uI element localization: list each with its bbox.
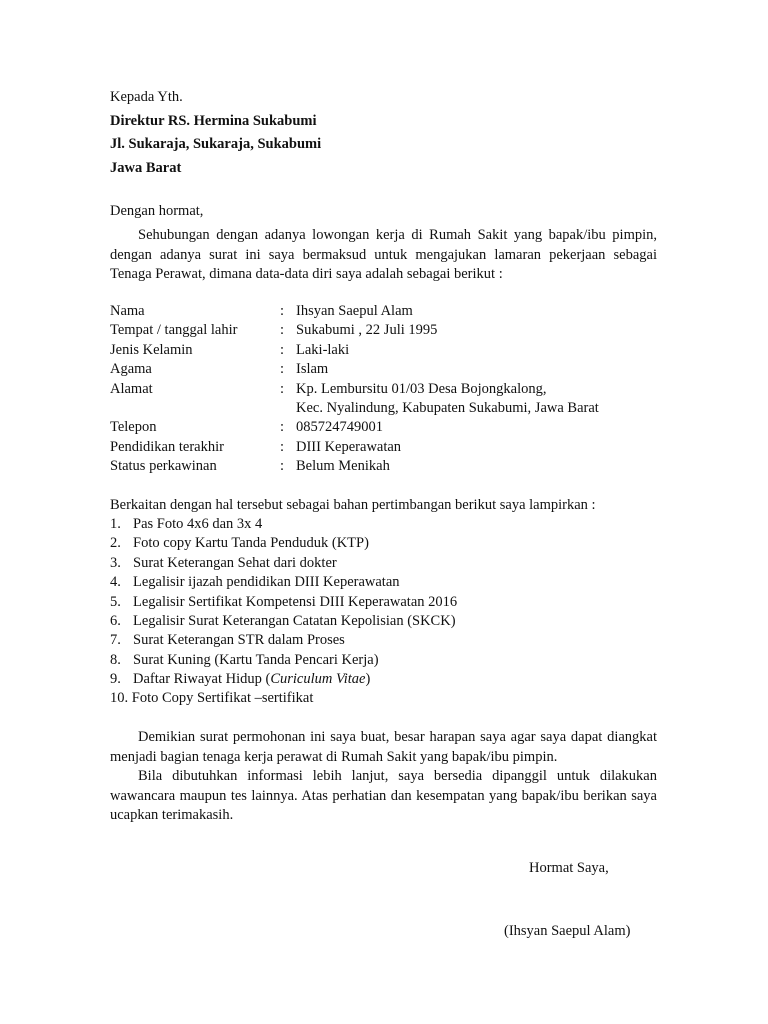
personal-row-continued [0, 399, 768, 418]
personal-value: Belum Menikah [296, 458, 390, 474]
list-text: Foto copy Kartu Tanda Penduduk (KTP) [133, 535, 369, 551]
personal-row [0, 438, 768, 457]
personal-row [0, 360, 768, 379]
list-number: 4. [110, 574, 121, 590]
list-text: Legalisir Surat Keterangan Catatan Kepolisian (SKCK) [133, 613, 456, 629]
personal-label: Pendidikan terakhir [110, 439, 224, 455]
list-text-italic: Curiculum Vitae [270, 671, 366, 687]
colon: : [280, 439, 285, 455]
personal-row [0, 380, 768, 399]
personal-row [0, 321, 768, 340]
list-item [0, 593, 768, 612]
colon: : [280, 458, 285, 474]
list-number: 1. [110, 516, 121, 532]
personal-value: 085724749001 [296, 419, 383, 435]
personal-value: Kp. Lembursitu 01/03 Desa Bojongkalong, [296, 381, 547, 397]
colon: : [280, 303, 285, 319]
list-text: Surat Keterangan STR dalam Proses [133, 632, 345, 648]
personal-row [0, 341, 768, 360]
list-item [0, 573, 768, 592]
personal-value: Sukabumi , 22 Juli 1995 [296, 322, 438, 338]
list-number: 5. [110, 594, 121, 610]
list-number: 6. [110, 613, 121, 629]
list-number: 10. [110, 690, 129, 706]
colon: : [280, 419, 285, 435]
personal-value: Laki-laki [296, 342, 350, 358]
personal-row [0, 418, 768, 437]
list-item [0, 670, 768, 689]
personal-label: Nama [110, 303, 145, 319]
personal-value-line2: Kec. Nyalindung, Kabupaten Sukabumi, Jawa Barat [296, 400, 599, 416]
list-number: 3. [110, 555, 121, 571]
personal-label: Jenis Kelamin [110, 342, 193, 358]
attachments-intro: Berkaitan dengan hal tersebut sebagai bahan pertimbangan berikut saya lampirkan : [110, 497, 596, 513]
personal-row [0, 457, 768, 476]
signature-name: (Ihsyan Saepul Alam) [504, 923, 631, 939]
closing-text-2: Bila dibutuhkan informasi lebih lanjut, saya bersedia dipanggil untuk dilakukan wawancara maupun tes lainnya. Atas perhatian dan kesempatan yang bapak/ibu berikan saya ucapkan terimakasih. [110, 768, 657, 823]
list-text: Pas Foto 4x6 dan 3x 4 [133, 516, 263, 532]
list-item [0, 515, 768, 534]
personal-value: Islam [296, 361, 329, 377]
colon: : [280, 322, 285, 338]
list-item [0, 651, 768, 670]
list-text: Legalisir Sertifikat Kompetensi DIII Keperawatan 2016 [133, 594, 458, 610]
personal-value: DIII Keperawatan [296, 439, 402, 455]
colon: : [280, 381, 285, 397]
colon: : [280, 361, 285, 377]
list-text: Surat Keterangan Sehat dari dokter [133, 555, 337, 571]
list-item [0, 631, 768, 650]
list-item [0, 554, 768, 573]
list-item [0, 534, 768, 553]
signoff: Hormat Saya, [529, 860, 609, 876]
recipient-greeting: Kepada Yth. [110, 89, 183, 105]
list-text: Daftar Riwayat Hidup ( [133, 671, 271, 687]
closing-text-1: Demikian surat permohonan ini saya buat, besar harapan saya agar saya dapat diangkat menjadi bagian tenaga kerja perawat di Rumah Sakit yang bapak/ibu pimpin. [110, 729, 657, 765]
personal-label: Tempat / tanggal lahir [110, 322, 238, 338]
personal-label: Telepon [110, 419, 157, 435]
intro-text: Sehubungan dengan adanya lowongan kerja di Rumah Sakit yang bapak/ibu pimpin, dengan adanya surat ini saya bermaksud untuk mengajukan lamaran pekerjaan sebagai Tenaga Perawat, dimana data-data diri saya adalah sebagai berikut : [110, 227, 657, 282]
list-text: Legalisir ijazah pendidikan DIII Keperawatan [133, 574, 400, 590]
list-number: 8. [110, 652, 121, 668]
recipient-region: Jawa Barat [110, 160, 182, 176]
personal-value: Ihsyan Saepul Alam [296, 303, 413, 319]
personal-label: Status perkawinan [110, 458, 217, 474]
recipient-name: Direktur RS. Hermina Sukabumi [110, 113, 317, 129]
list-number: 2. [110, 535, 121, 551]
personal-label: Agama [110, 361, 152, 377]
list-number: 9. [110, 671, 121, 687]
intro-paragraph [110, 226, 657, 285]
closing-paragraphs [110, 728, 657, 826]
personal-row [0, 302, 768, 321]
list-item-10 [110, 689, 313, 708]
list-number: 7. [110, 632, 121, 648]
list-item [0, 612, 768, 631]
list-text-after: ) [365, 671, 371, 687]
list-text-with-italic [133, 670, 370, 689]
personal-label: Alamat [110, 381, 153, 397]
colon: : [280, 342, 285, 358]
recipient-address: Jl. Sukaraja, Sukaraja, Sukabumi [110, 136, 322, 152]
list-text: Foto Copy Sertifikat –sertifikat [131, 690, 314, 706]
list-text: Surat Kuning (Kartu Tanda Pencari Kerja) [133, 652, 379, 668]
salutation: Dengan hormat, [110, 203, 204, 219]
list-item [0, 689, 768, 708]
